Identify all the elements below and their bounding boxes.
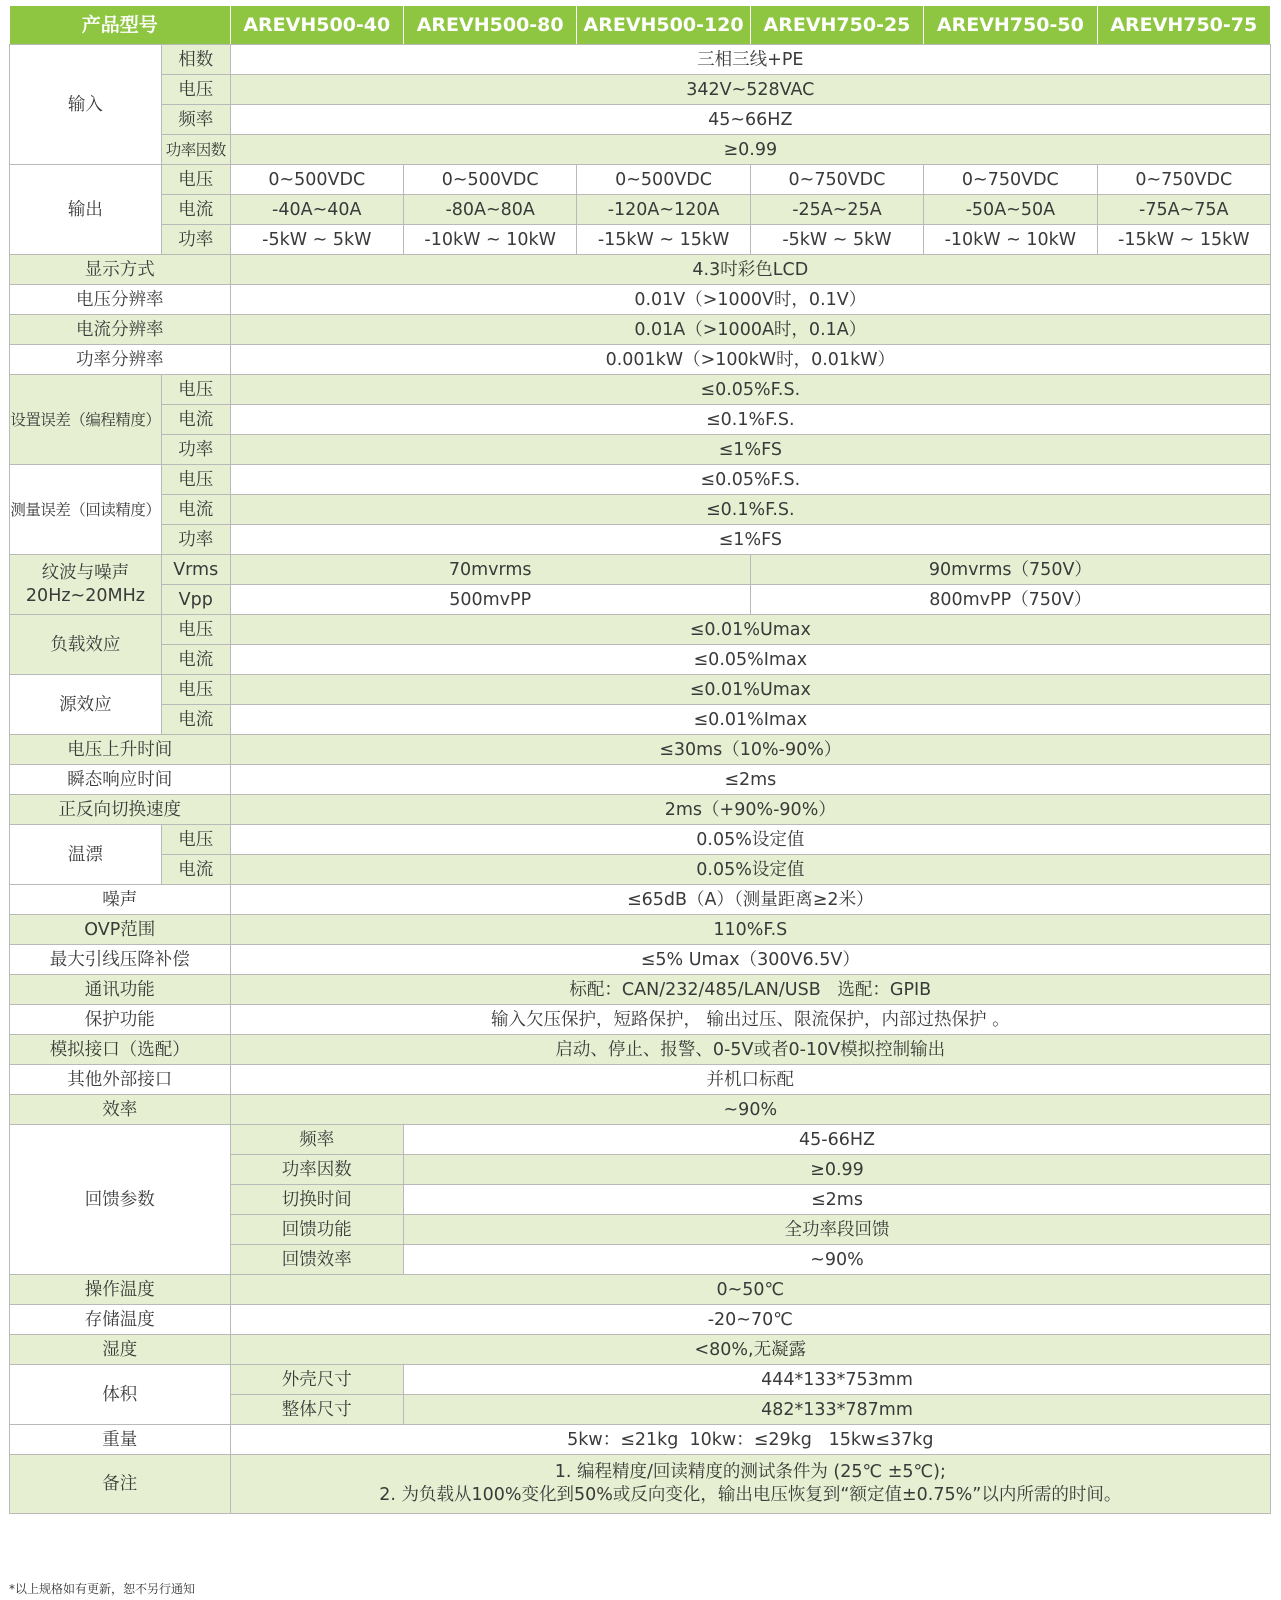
sub-label: 电流 [161,705,230,735]
spec-value: <80%,无凝露 [230,1335,1270,1365]
sub-label: 电压 [161,675,230,705]
row-label: 保护功能 [10,1005,231,1035]
spec-value: ≤0.05%Imax [230,645,1270,675]
spec-value: 启动、停止、报警、0-5V或者0-10V模拟控制输出 [230,1035,1270,1065]
row-label: 噪声 [10,885,231,915]
sub-label: 切换时间 [230,1185,403,1215]
spec-value: ≤0.01%Imax [230,705,1270,735]
group-label-source-effect: 源效应 [10,675,162,735]
spec-value: 110%F.S [230,915,1270,945]
sub-label: 电流 [161,195,230,225]
remark-cell [230,1455,1270,1514]
sub-label: 回馈功能 [230,1215,403,1245]
row-label: 正反向切换速度 [10,795,231,825]
table-row [10,765,1271,795]
sub-label: 电压 [161,615,230,645]
spec-value: -10kW ~ 10kW [403,225,576,255]
sub-label: 功率因数 [230,1155,403,1185]
model-3: AREVH500-120 [577,6,750,45]
table-row [10,555,1271,585]
spec-value: ≤0.01%Umax [230,675,1270,705]
table-row [10,1305,1271,1335]
spec-value: 70mvrms [230,555,750,585]
table-row [10,825,1271,855]
row-label: 瞬态响应时间 [10,765,231,795]
sub-label: 电压 [161,375,230,405]
row-label: 存储温度 [10,1305,231,1335]
table-row [10,645,1271,675]
row-label: 湿度 [10,1335,231,1365]
table-row [10,885,1271,915]
model-2: AREVH500-80 [403,6,576,45]
sub-label: 电流 [161,645,230,675]
sub-label: 功率 [161,435,230,465]
row-label: 电压上升时间 [10,735,231,765]
table-row [10,795,1271,825]
table-row [10,195,1271,225]
group-label-feedback: 回馈参数 [10,1125,231,1275]
spec-value: 0~500VDC [577,165,750,195]
table-row [10,495,1271,525]
row-label: 其他外部接口 [10,1065,231,1095]
row-label: 显示方式 [10,255,231,285]
spec-value: 全功率段回馈 [403,1215,1270,1245]
spec-value: -20~70℃ [230,1305,1270,1335]
table-row [10,105,1271,135]
spec-value: -5kW ~ 5kW [230,225,403,255]
spec-value: 三相三线+PE [230,45,1270,75]
spec-value: 90mvrms（750V） [750,555,1270,585]
sub-label: 电流 [161,405,230,435]
spec-value: 0~50℃ [230,1275,1270,1305]
spec-value: 4.3吋彩色LCD [230,255,1270,285]
spec-value: -25A~25A [750,195,923,225]
table-row [10,1335,1271,1365]
table-row [10,1125,1271,1155]
spec-value: ≥0.99 [403,1155,1270,1185]
spec-value: -15kW ~ 15kW [577,225,750,255]
spec-value: ≥0.99 [230,135,1270,165]
group-label-input: 输入 [10,45,162,165]
spec-value: 0.05%设定值 [230,825,1270,855]
row-label: 模拟接口（选配） [10,1035,231,1065]
row-label: 功率分辨率 [10,345,231,375]
table-row [10,975,1271,1005]
table-row [10,705,1271,735]
spec-value: 0~500VDC [403,165,576,195]
header-model-label: 产品型号 [10,6,231,45]
row-label: 电流分辨率 [10,315,231,345]
sub-label: 回馈效率 [230,1245,403,1275]
spec-value: ≤5% Umax（300V6.5V） [230,945,1270,975]
spec-value: -5kW ~ 5kW [750,225,923,255]
table-row [10,345,1271,375]
spec-value: 0.001kW（>100kW时，0.01kW） [230,345,1270,375]
table-row [10,465,1271,495]
sub-label: 功率 [161,525,230,555]
row-label: 电压分辨率 [10,285,231,315]
sub-label: 功率 [161,225,230,255]
group-label-set-error: 设置误差（编程精度） [10,375,162,465]
header-row [10,6,1271,45]
spec-value: 标配：CAN/232/485/LAN/USB 选配：GPIB [230,975,1270,1005]
spec-value: -15kW ~ 15kW [1097,225,1270,255]
spec-value: 输入欠压保护，短路保护， 输出过压、限流保护，内部过热保护 。 [230,1005,1270,1035]
spec-value: -40A~40A [230,195,403,225]
row-label: 操作温度 [10,1275,231,1305]
spec-value: ≤65dB（A）（测量距离≥2米） [230,885,1270,915]
spec-value: 并机口标配 [230,1065,1270,1095]
sub-label: Vrms [161,555,230,585]
table-row [10,945,1271,975]
spec-value: -75A~75A [1097,195,1270,225]
row-label: OVP范围 [10,915,231,945]
sub-label: 外壳尺寸 [230,1365,403,1395]
sub-label: 电压 [161,165,230,195]
spec-value: ≤30ms（10%-90%） [230,735,1270,765]
row-label: 最大引线压降补偿 [10,945,231,975]
table-row [10,1095,1271,1125]
table-row [10,735,1271,765]
spec-value: ≤2ms [230,765,1270,795]
sub-label: 电流 [161,495,230,525]
spec-value: ≤1%FS [230,525,1270,555]
table-row [10,1455,1271,1514]
remark-line-1: 1. 编程精度/回读精度的测试条件为 (25℃ ±5℃); [554,1462,946,1482]
sub-label: 整体尺寸 [230,1395,403,1425]
group-label-load-effect: 负载效应 [10,615,162,675]
spec-value: 0.01A（>1000A时，0.1A） [230,315,1270,345]
spec-value: 444*133*753mm [403,1365,1270,1395]
table-row [10,435,1271,465]
table-row [10,255,1271,285]
table-row [10,1035,1271,1065]
group-label-volume: 体积 [10,1365,231,1425]
spec-value: 0.05%设定值 [230,855,1270,885]
spec-value: 0~750VDC [1097,165,1270,195]
table-row [10,225,1271,255]
spec-value: 0~750VDC [750,165,923,195]
spec-value: 800mvPP（750V） [750,585,1270,615]
table-row [10,615,1271,645]
row-label: 效率 [10,1095,231,1125]
spec-value: -80A~80A [403,195,576,225]
spec-value: 0.01V（>1000V时，0.1V） [230,285,1270,315]
group-label-measure-error: 测量误差（回读精度） [10,465,162,555]
spec-value: -120A~120A [577,195,750,225]
spec-value: 342V~528VAC [230,75,1270,105]
spec-value: 482*133*787mm [403,1395,1270,1425]
sub-label: 频率 [161,105,230,135]
group-label-ripple [10,555,162,615]
sub-label: Vpp [161,585,230,615]
spec-value: ≤1%FS [230,435,1270,465]
table-row [10,315,1271,345]
table-row [10,585,1271,615]
table-row [10,1425,1271,1455]
spec-value: ≤0.1%F.S. [230,495,1270,525]
row-label: 重量 [10,1425,231,1455]
footnote: *以上规格如有更新，恕不另行通知 [9,1582,196,1596]
table-row [10,45,1271,75]
table-row [10,165,1271,195]
table-row [10,525,1271,555]
model-1: AREVH500-40 [230,6,403,45]
model-6: AREVH750-75 [1097,6,1270,45]
table-row [10,75,1271,105]
sub-label: 电压 [161,825,230,855]
spec-value: ≤0.05%F.S. [230,465,1270,495]
table-row [10,135,1271,165]
sub-label: 频率 [230,1125,403,1155]
table-row [10,915,1271,945]
sub-label: 功率因数 [161,135,230,165]
spec-value: ~90% [403,1245,1270,1275]
table-row [10,1275,1271,1305]
table-row [10,675,1271,705]
row-label: 备注 [10,1455,231,1514]
model-5: AREVH750-50 [924,6,1097,45]
spec-value: 2ms（+90%-90%） [230,795,1270,825]
spec-value: 45-66HZ [403,1125,1270,1155]
spec-value: ≤0.05%F.S. [230,375,1270,405]
spec-value: ≤0.1%F.S. [230,405,1270,435]
spec-value: 0~500VDC [230,165,403,195]
sub-label: 电压 [161,465,230,495]
row-label: 通讯功能 [10,975,231,1005]
table-row [10,285,1271,315]
table-row [10,405,1271,435]
spec-value: 0~750VDC [924,165,1097,195]
ripple-label-line1: 纹波与噪声 [41,562,130,583]
spec-value: ≤2ms [403,1185,1270,1215]
spec-table [9,5,1271,1514]
table-row [10,1005,1271,1035]
spec-value: 5kw：≤21kg 10kw：≤29kg 15kw≤37kg [230,1425,1270,1455]
spec-value: 500mvPP [230,585,750,615]
spec-value: ≤0.01%Umax [230,615,1270,645]
spec-value: 45~66HZ [230,105,1270,135]
table-row [10,855,1271,885]
spec-value: -50A~50A [924,195,1097,225]
table-row [10,1065,1271,1095]
model-4: AREVH750-25 [750,6,923,45]
ripple-label-line2: 20Hz~20MHz [25,585,145,606]
spec-value: ~90% [230,1095,1270,1125]
remark-line-2: 2. 为负载从100%变化到50%或反向变化，输出电压恢复到“额定值±0.75%”以内所需的时间。 [379,1485,1122,1505]
sub-label: 相数 [161,45,230,75]
group-label-drift: 温漂 [10,825,162,885]
sub-label: 电压 [161,75,230,105]
table-row [10,375,1271,405]
group-label-output: 输出 [10,165,162,255]
spec-value: -10kW ~ 10kW [924,225,1097,255]
sub-label: 电流 [161,855,230,885]
table-row [10,1365,1271,1395]
